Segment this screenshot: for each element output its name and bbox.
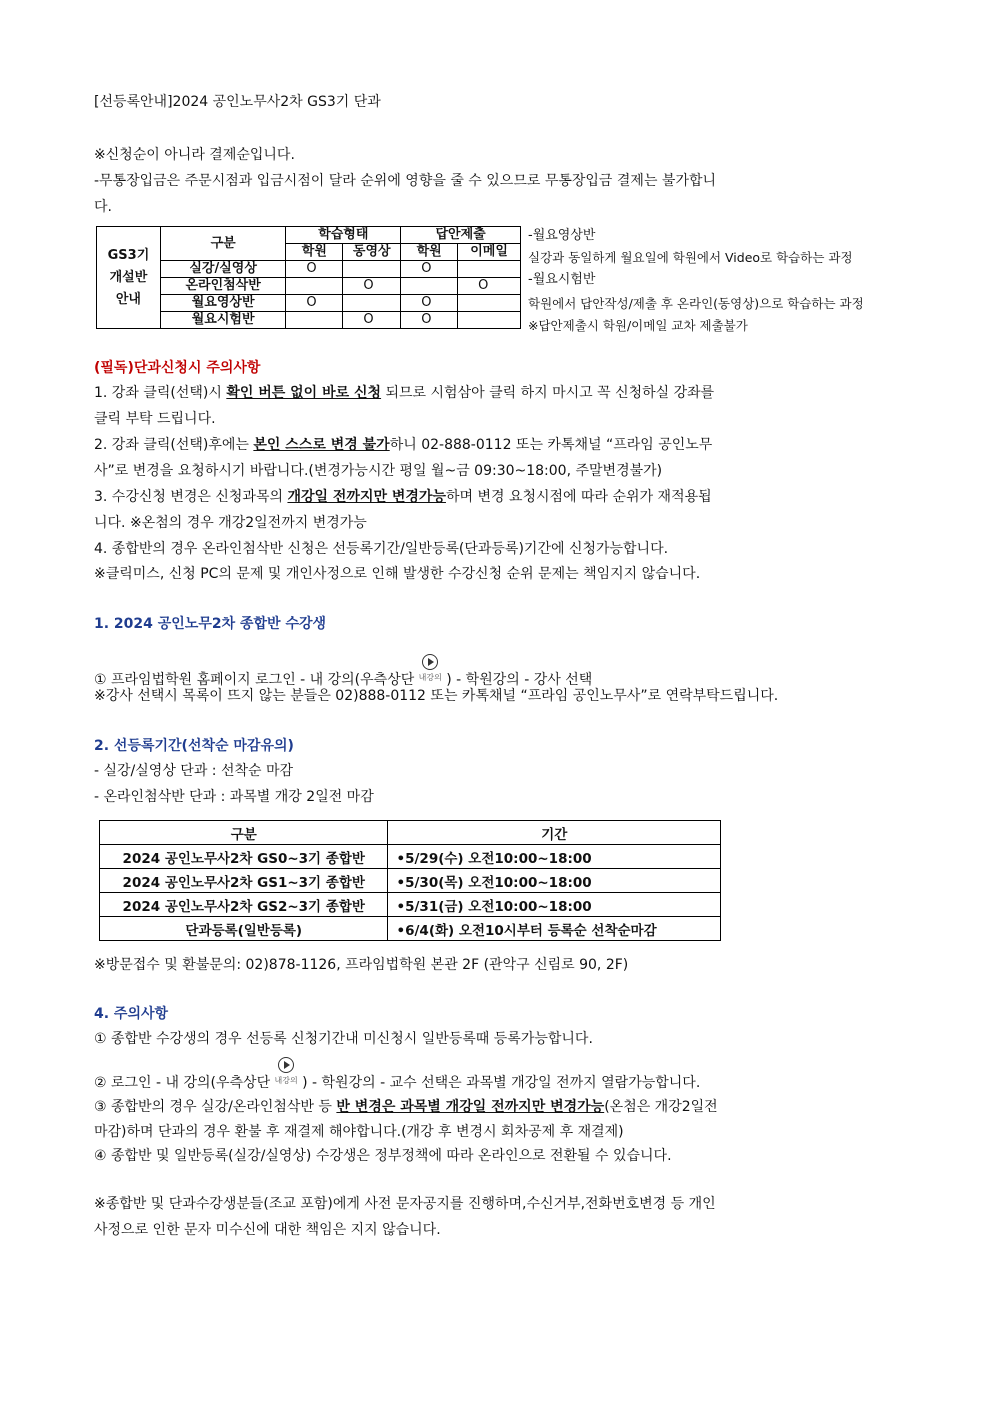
class-cell: [458, 295, 521, 312]
section2-line: - 온라인첨삭반 단과 : 과목별 개강 2일전 마감: [94, 789, 374, 805]
section1-contact-note: ※강사 선택시 목록이 뜨지 않는 분들은 02)888-0112 또는 카톡채널 “프라임 공인노무사”로 연락부탁드립니다.: [94, 688, 779, 704]
caution-item-3: 3. 수강신청 변경은 신청과목의 개강일 전까지만 변경가능하며 변경 요청시점에 따라 순위가 재적용됩: [94, 489, 712, 505]
bank-transfer-note-cont: 다.: [94, 199, 112, 215]
period-name: 2024 공인노무사2차 GS2~3기 종합반: [100, 893, 388, 917]
class-cell: O: [343, 312, 401, 329]
period-value: •5/31(금) 오전10:00~18:00: [388, 893, 721, 917]
class-cell: O: [401, 295, 458, 312]
class-note: ※답안제출시 학원/이메일 교차 제출불가: [528, 318, 748, 333]
refund-contact: ※방문접수 및 환불문의: 02)878-1126, 프라임법학원 본관 2F (관악구 신림로 90, 2F): [94, 957, 629, 973]
table-row: [97, 312, 521, 329]
section4-item-3: ③ 종합반의 경우 실강/온라인첨삭반 등 반 변경은 과목별 개강일 전까지만 변경가능(온첨은 개강2일전: [94, 1099, 718, 1115]
class-note: 실강과 동일하게 월요일에 학원에서 Video로 학습하는 과정: [528, 250, 853, 265]
my-lecture-play-icon: 내강의: [271, 1057, 301, 1091]
caution-item-2: 2. 강좌 클릭(선택)후에는 본인 스스로 변경 불가하니 02-888-0112 또는 카톡채널 “프라임 공인노무: [94, 437, 713, 453]
class-table-sub-header: 학원: [286, 244, 343, 261]
section2-title: 2. 선등록기간(선착순 마감유의): [94, 738, 294, 754]
caution-title: (필독)단과신청시 주의사항: [94, 360, 261, 376]
class-table-header-answer: 답안제출: [401, 227, 521, 244]
class-note: 학원에서 답안작성/제출 후 온라인(동영상)으로 학습하는 과정: [528, 296, 864, 311]
period-value: •6/4(화) 오전10시부터 등록순 선착순마감: [388, 917, 721, 941]
my-lecture-play-icon: 내강의: [415, 654, 445, 688]
class-cell: O: [286, 295, 343, 312]
class-note: -월요시험반: [528, 272, 596, 287]
table-row: [100, 845, 721, 869]
table-row: [100, 917, 721, 941]
table-row: [97, 295, 521, 312]
table-row: [97, 261, 521, 278]
registration-period-table: [99, 820, 721, 941]
class-cell: O: [458, 278, 521, 295]
class-table-sub-header: 이메일: [458, 244, 521, 261]
class-table-side-label: GS3기 개설반 안내: [97, 227, 161, 329]
class-table-sub-header: 동영상: [343, 244, 401, 261]
class-cell: [286, 312, 343, 329]
section4-title: 4. 주의사항: [94, 1006, 169, 1022]
class-cell: O: [286, 261, 343, 278]
section1-title: 1. 2024 공인노무2차 종합반 수강생: [94, 616, 327, 632]
class-name: 월요시험반: [160, 312, 286, 329]
class-cell: [343, 261, 401, 278]
class-name: 온라인첨삭반: [160, 278, 286, 295]
class-cell: [401, 278, 458, 295]
caution-item-1: 1. 강좌 클릭(선택)시 확인 버튼 없이 바로 신청 되므로 시험삼아 클릭 하지 마시고 꼭 신청하실 강좌를: [94, 385, 715, 401]
caution-item-2-cont: 사”로 변경을 요청하시기 바랍니다.(변경가능시간 평일 월~금 09:30~18:00, 주말변경불가): [94, 463, 663, 479]
section4-item-3-cont: 마감)하며 단과의 경우 환불 후 재결제 해야합니다.(개강 후 변경시 회차공제 후 재결제): [94, 1124, 624, 1140]
section2-line: - 실강/실영상 단과 : 선착순 마감: [94, 763, 294, 779]
class-table-header-gubun: 구분: [160, 227, 286, 261]
table-row: [97, 278, 521, 295]
caution-item-3-cont: 니다. ※온첨의 경우 개강2일전까지 변경가능: [94, 515, 367, 531]
class-cell: [458, 312, 521, 329]
section1-login-step: ① 프라임법학원 홈페이지 로그인 - 내 강의(우측상단 내강의 ) - 학원강의 - 강사 선택: [94, 654, 592, 688]
payment-order-note: ※신청순이 아니라 결제순입니다.: [94, 147, 295, 163]
caution-disclaimer: ※클릭미스, 신청 PC의 문제 및 개인사정으로 인해 발생한 수강신청 순위 문제는 책임지지 않습니다.: [94, 566, 701, 582]
caution-item-1-cont: 클릭 부탁 드립니다.: [94, 411, 216, 427]
period-name: 2024 공인노무사2차 GS0~3기 종합반: [100, 845, 388, 869]
period-value: •5/29(수) 오전10:00~18:00: [388, 845, 721, 869]
class-table-header-study: 학습형태: [286, 227, 401, 244]
class-note: -월요영상반: [528, 228, 596, 243]
period-table-header-period: 기간: [388, 821, 721, 845]
table-row: [100, 869, 721, 893]
class-name: 월요영상반: [160, 295, 286, 312]
class-name: 실강/실영상: [160, 261, 286, 278]
class-cell: O: [343, 278, 401, 295]
document-title: [선등록안내]2024 공인노무사2차 GS3기 단과: [94, 94, 381, 110]
caution-item-4: 4. 종합반의 경우 온라인첨삭반 신청은 선등록기간/일반등록(단과등록)기간에 신청가능합니다.: [94, 541, 669, 557]
period-name: 단과등록(일반등록): [100, 917, 388, 941]
class-cell: [343, 295, 401, 312]
class-type-table: [96, 226, 521, 329]
period-table-header-gubun: 구분: [100, 821, 388, 845]
bank-transfer-note: -무통장입금은 주문시점과 입금시점이 달라 순위에 영향을 줄 수 있으므로 무통장입금 결제는 불가합니: [94, 173, 717, 189]
period-name: 2024 공인노무사2차 GS1~3기 종합반: [100, 869, 388, 893]
class-cell: [286, 278, 343, 295]
sms-notice: ※종합반 및 단과수강생분들(조교 포함)에게 사전 문자공지를 진행하며,수신거부,전화번호변경 등 개인: [94, 1196, 716, 1212]
sms-notice-cont: 사정으로 인한 문자 미수신에 대한 책임은 지지 않습니다.: [94, 1222, 441, 1238]
class-cell: O: [401, 312, 458, 329]
section4-item-1: ① 종합반 수강생의 경우 선등록 신청기간내 미신청시 일반등록때 등록가능합니다.: [94, 1031, 593, 1047]
class-table-sub-header: 학원: [401, 244, 458, 261]
section4-item-2: ② 로그인 - 내 강의(우측상단 내강의 ) - 학원강의 - 교수 선택은 과목별 개강일 전까지 열람가능합니다.: [94, 1057, 700, 1091]
period-value: •5/30(목) 오전10:00~18:00: [388, 869, 721, 893]
class-cell: O: [401, 261, 458, 278]
section4-item-4: ④ 종합반 및 일반등록(실강/실영상) 수강생은 정부정책에 따라 온라인으로 전환될 수 있습니다.: [94, 1148, 672, 1164]
table-row: [100, 893, 721, 917]
class-cell: [458, 261, 521, 278]
